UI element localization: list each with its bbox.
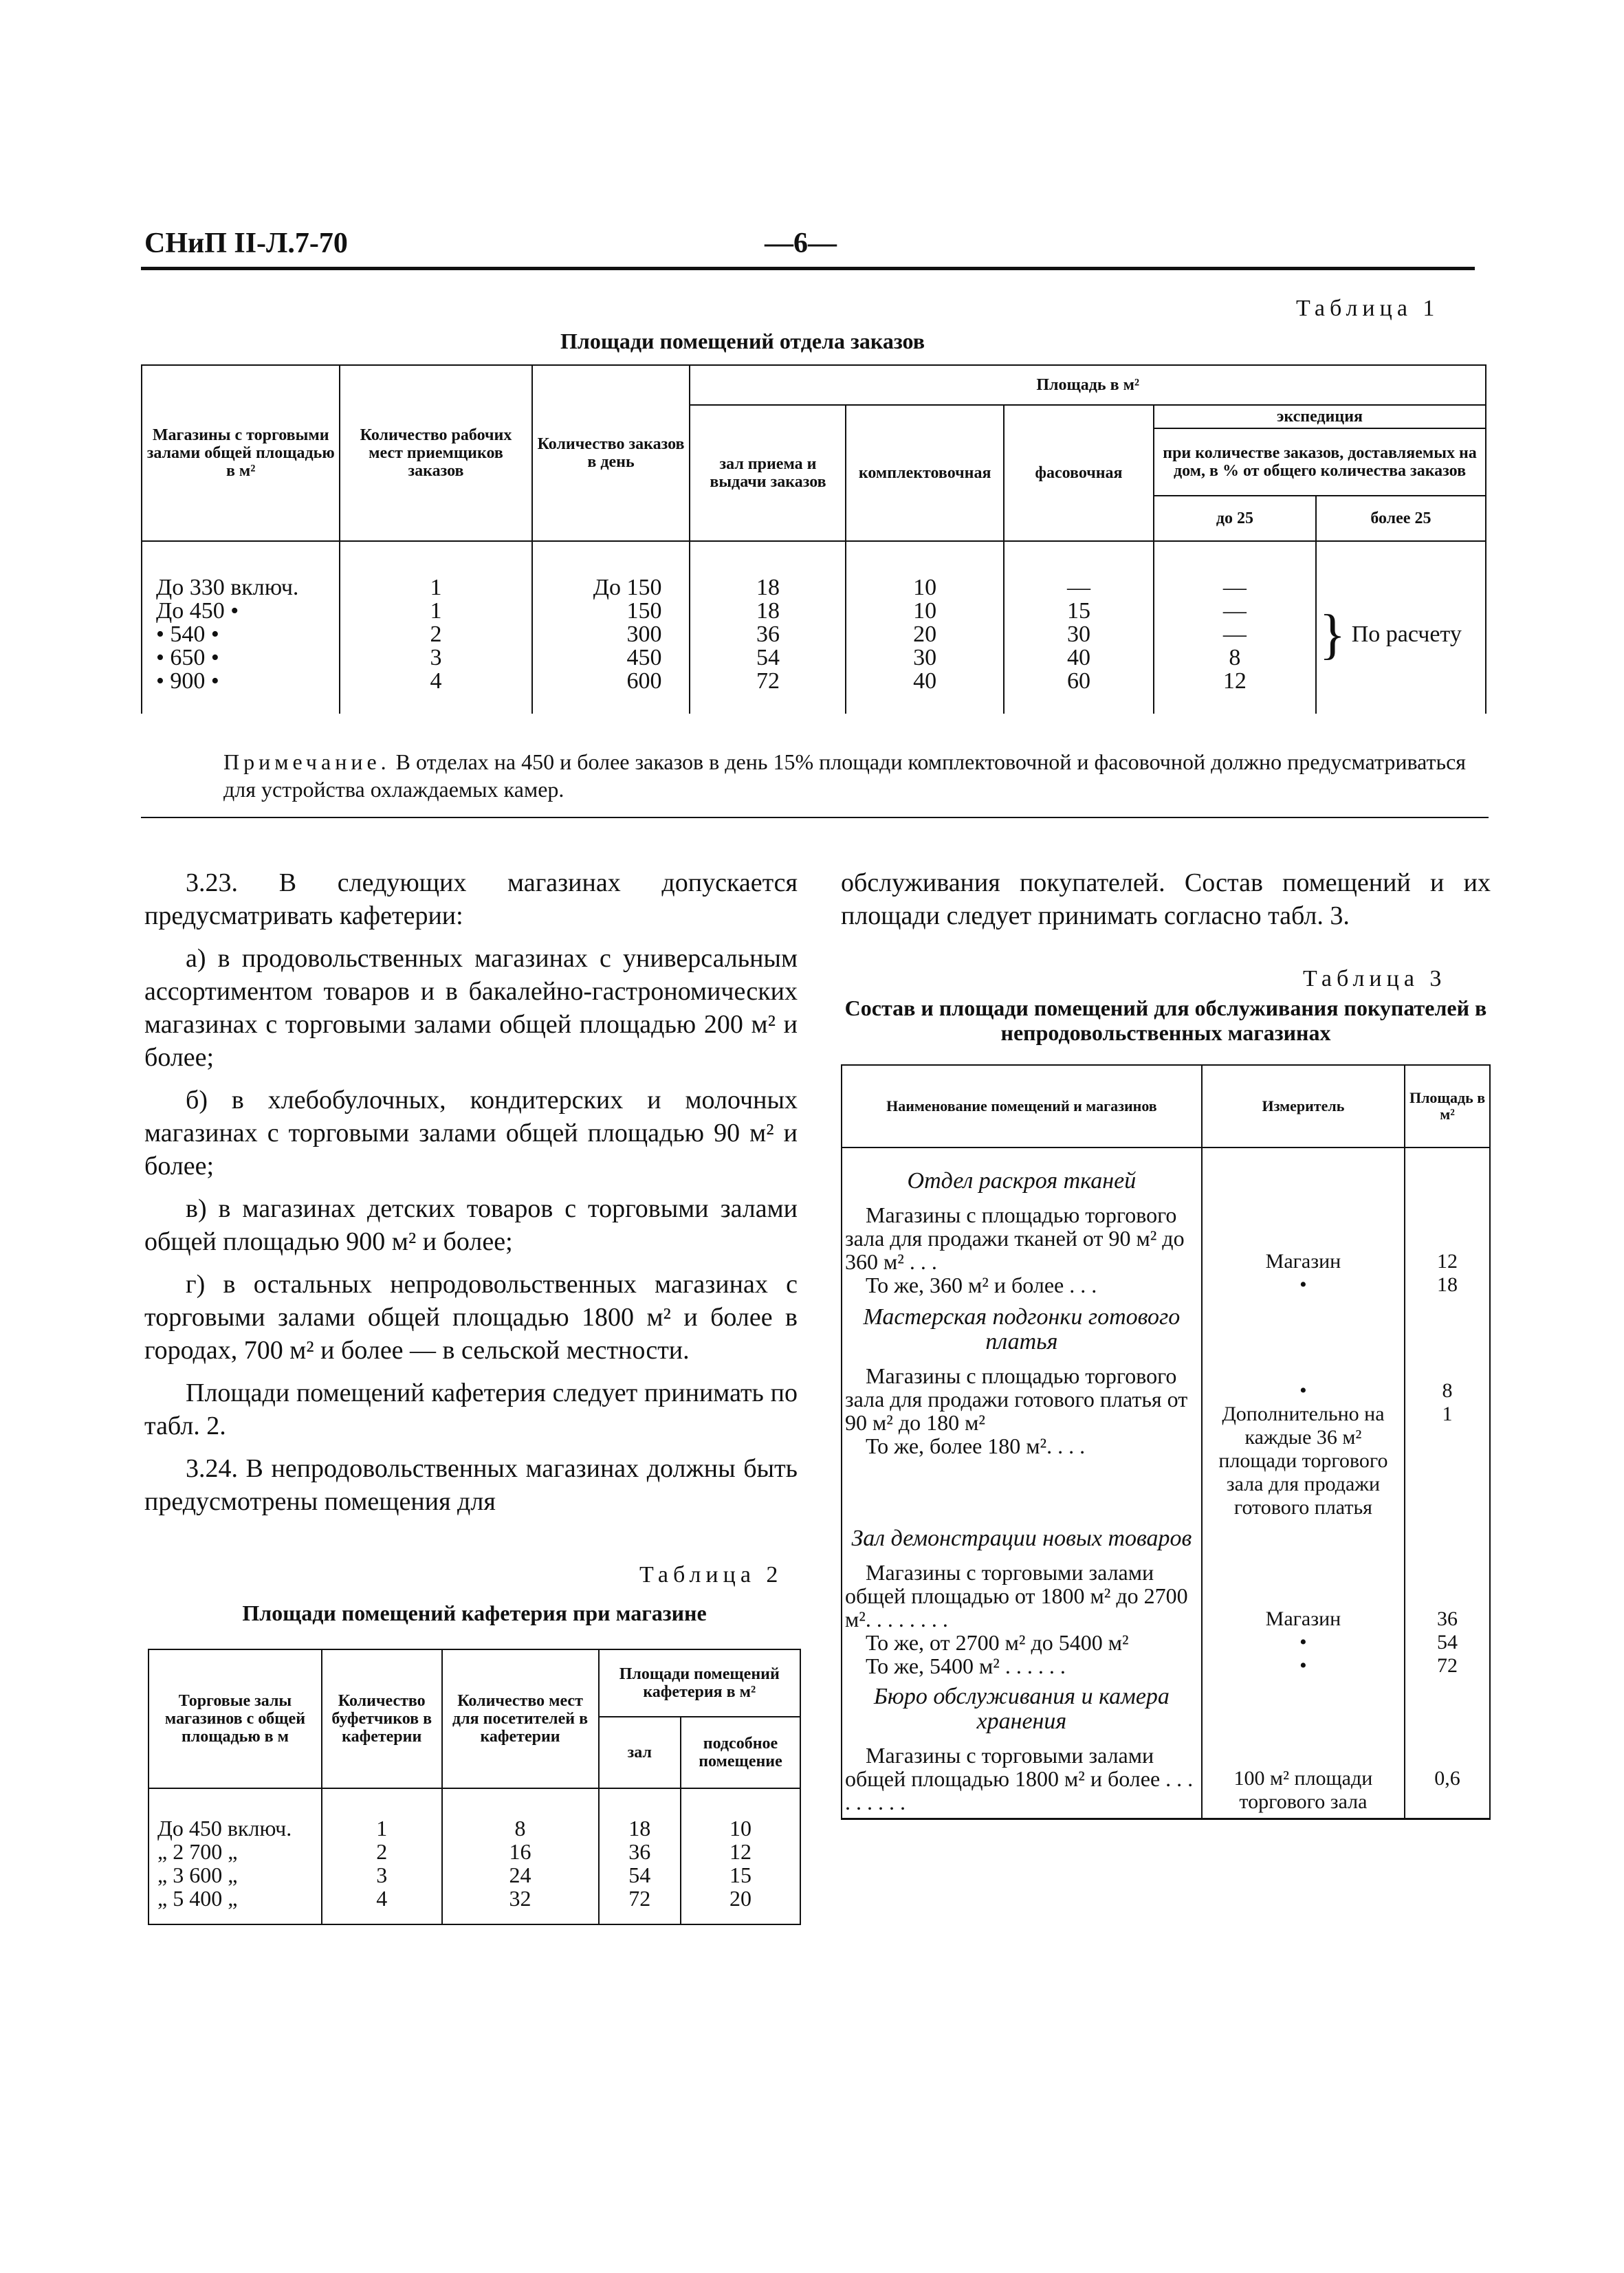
para-3-24: 3.24. В непродовольственных магазинах должны быть предусмотрены помещения для: [144, 1454, 798, 1516]
t1-upto-4: 12: [1222, 668, 1247, 694]
t3-s4-meter1: 100 м² площади торгового зала: [1233, 1767, 1373, 1813]
t1-col-exp-desc: при количестве заказов, доставляемых на дом, в % от общего количества заказов: [1154, 428, 1486, 496]
t3-s1-row1: Магазины с площадью торгового зала для продажи тканей от 90 м² до 360 м² . . .: [845, 1203, 1185, 1274]
t2-hall-3: 72: [628, 1886, 651, 1911]
t3-s2-area1: 8: [1442, 1379, 1453, 1402]
t3-s3-area: [1405, 1519, 1490, 1678]
t1-pack-3: 40: [1066, 645, 1090, 670]
t2-halls-1: „ 2 700 „: [157, 1839, 238, 1864]
t2-hall-2: 54: [628, 1863, 651, 1887]
t3-s4-area: [1405, 1678, 1490, 1819]
t2-hall-cell: [599, 1788, 681, 1924]
t3-s2-row1: Магазины с площадью торгового зала для продажи готового платья от 90 м² до 180 м²: [845, 1363, 1188, 1435]
t1-hall-3: 54: [756, 645, 780, 670]
t2-halls-0: До 450 включ.: [157, 1816, 292, 1841]
t3-s4-area1: 0,6: [1434, 1767, 1460, 1790]
t1-upto25-cell: [1154, 541, 1316, 714]
t1-hall-0: 18: [756, 575, 780, 600]
t1-work-0: 1: [430, 575, 442, 600]
t1-work-4: 4: [430, 668, 442, 694]
t2-buffet-3: 4: [376, 1886, 388, 1911]
t3-s3-area1: 36: [1437, 1607, 1458, 1630]
t3-s1-meter2: •: [1299, 1273, 1307, 1296]
t2-halls-2: „ 3 600 „: [157, 1863, 238, 1887]
t2-buffet-0: 1: [376, 1816, 388, 1841]
t2-aux-1: 12: [729, 1839, 751, 1864]
t2-aux-cell: [681, 1788, 800, 1924]
t1-pack-1: 15: [1066, 598, 1090, 624]
t1-ord-1: 150: [626, 598, 662, 624]
t1-comp-1: 10: [913, 598, 937, 624]
t2-seats-0: 8: [514, 1816, 526, 1841]
t1-pack-2: 30: [1066, 622, 1090, 647]
t2-col-halls: Торговые залы магазинов с общей площадью в м: [149, 1649, 322, 1788]
t1-ord-2: 300: [626, 622, 662, 647]
t2-buffet-cell: [322, 1788, 442, 1924]
table3-label: Таблица 3: [1303, 966, 1447, 991]
t1-col-complect: комплектовочная: [846, 405, 1003, 541]
t1-over25-cell: [1316, 541, 1486, 714]
t1-shop-0: До 330 включ.: [156, 575, 299, 600]
t3-s4-name: [842, 1678, 1202, 1819]
page-number: —6—: [765, 228, 837, 259]
para-a: а) в продовольственных магазинах с универсальным ассортиментом товаров и в бакалейно-гастрономических магазинах с торговыми залами общей площадью 200 м² и более;: [144, 944, 798, 1072]
t1-hall-2: 36: [756, 622, 780, 647]
t1-work-3: 3: [430, 645, 442, 670]
t1-packing-cell: [1004, 541, 1154, 714]
t1-upto-1: —: [1222, 598, 1247, 624]
t2-halls-3: „ 5 400 „: [157, 1886, 238, 1911]
t3-s4-row1: Магазины с торговыми залами общей площадью 1800 м² и более . . . . . . . . .: [845, 1743, 1194, 1814]
t1-workplaces-cell: [340, 541, 531, 714]
note-label: Примечание.: [223, 749, 391, 774]
t3-s3-row2: То же, от 2700 м² до 5400 м²: [866, 1630, 1129, 1655]
t1-col-hall: зал приема и выдачи заказов: [690, 405, 846, 541]
t2-col-seats: Количество мест для посетителей в кафетерии: [442, 1649, 599, 1788]
t1-shop-1: До 450 •: [156, 598, 239, 624]
table1-title: Площади помещений отдела заказов: [560, 329, 925, 353]
t3-s3-row1: Магазины с торговыми залами общей площадью от 1800 м² до 2700 м². . . . . . . .: [845, 1560, 1188, 1632]
doc-code: СНиП II-Л.7-70: [144, 228, 348, 259]
t1-complect-cell: [846, 541, 1003, 714]
t3-s3-row3: То же, 5400 м² . . . . . .: [866, 1654, 1066, 1678]
t3-s4-meter: [1202, 1678, 1405, 1819]
t1-ord-3: 450: [626, 645, 662, 670]
t3-s1-meter1: Магазин: [1265, 1250, 1341, 1273]
t1-col-orders: Количество заказов в день: [532, 365, 690, 541]
t1-comp-3: 30: [913, 645, 937, 670]
t2-buffet-2: 3: [376, 1863, 388, 1887]
t1-hall-cell: [690, 541, 846, 714]
t3-s3-name: [842, 1519, 1202, 1678]
table2: [148, 1649, 801, 1925]
t3-s2-area: [1405, 1297, 1490, 1519]
table3-title: Состав и площади помещений для обслуживания покупателей в непродовольственных магазинах: [844, 996, 1487, 1045]
t1-hall-1: 18: [756, 598, 780, 624]
t2-col-area: Площади помещений кафетерия в м²: [599, 1649, 800, 1717]
table2-label: Таблица 2: [639, 1562, 783, 1588]
t3-s4-title: Бюро обслуживания и камера хранения: [873, 1684, 1170, 1734]
para-v: в) в магазинах детских товаров с торговыми залами общей площадью 900 м² и более;: [144, 1194, 798, 1256]
para-service-cont: обслуживания покупателей. Состав помещений и их площади следует принимать согласно табл. 3.: [841, 868, 1491, 930]
t3-col-area: Площадь в м²: [1405, 1065, 1490, 1148]
para-g: г) в остальных непродовольственных магазинах с торговыми залами общей площадью 1800 м² и более в городах, 700 м² и более — в сельской местности.: [144, 1270, 798, 1365]
t3-s2-name: [842, 1297, 1202, 1519]
t2-seats-2: 24: [509, 1863, 531, 1887]
t1-col-shops: Магазины с торговыми залами общей площадью в м²: [142, 365, 340, 541]
t2-col-aux: подсобное помещение: [681, 1717, 800, 1788]
left-column: [144, 866, 798, 1528]
t3-s3-meter3: •: [1299, 1654, 1307, 1677]
t3-s1-meter: [1202, 1148, 1405, 1297]
t3-col-name: Наименование помещений и магазинов: [842, 1065, 1202, 1148]
t2-aux-0: 10: [729, 1816, 751, 1841]
table1-bottom-rule: [141, 817, 1489, 818]
t2-aux-2: 15: [729, 1863, 751, 1887]
t2-aux-3: 20: [729, 1886, 751, 1911]
header-rule: [141, 267, 1475, 270]
t1-col-over25: более 25: [1316, 496, 1486, 541]
t1-comp-2: 20: [913, 622, 937, 647]
t1-upto-0: —: [1222, 575, 1247, 600]
t3-s1-area: [1405, 1148, 1490, 1297]
para-3-23: 3.23. В следующих магазинах допускается предусматривать кафетерии:: [144, 868, 798, 930]
t3-s2-meter2: Дополнительно на каждые 36 м² площади торгового зала для продажи готового платья: [1218, 1403, 1388, 1519]
t1-shop-3: • 650 •: [156, 645, 219, 670]
brace-icon: }: [1319, 604, 1346, 665]
t3-s1-name: [842, 1148, 1202, 1297]
t3-s3-meter1: Магазин: [1265, 1607, 1341, 1630]
t1-orders-cell: [532, 541, 690, 714]
para-cafe-ref: Площади помещений кафетерия следует принимать по табл. 2.: [144, 1379, 798, 1440]
t1-col-packing: фасовочная: [1004, 405, 1154, 541]
t3-s2-meter1: •: [1299, 1379, 1307, 1402]
right-column: [841, 866, 1491, 942]
t2-hall-0: 18: [628, 1816, 651, 1841]
t1-ord-4: 600: [626, 668, 662, 694]
t1-shop-4: • 900 •: [156, 668, 219, 694]
t1-col-workplaces: Количество рабочих мест приемщиков заказов: [340, 365, 531, 541]
table1: [141, 364, 1486, 714]
t1-over25-value: По расчету: [1351, 622, 1462, 647]
t3-col-meter: Измеритель: [1202, 1065, 1405, 1148]
t1-comp-4: 40: [913, 668, 937, 694]
t1-shops-cell: [142, 541, 340, 714]
t3-s3-title: Зал демонстрации новых товаров: [851, 1526, 1192, 1551]
t1-upto-3: 8: [1229, 645, 1241, 670]
table2-title: Площади помещений кафетерия при магазине: [242, 1601, 707, 1625]
t2-seats-cell: [442, 1788, 599, 1924]
t1-pack-0: —: [1066, 575, 1090, 600]
t3-s3-meter2: •: [1299, 1631, 1307, 1654]
t3-s1-title: Отдел раскроя тканей: [907, 1168, 1137, 1194]
t2-col-buffet: Количество буфетчиков в кафетерии: [322, 1649, 442, 1788]
para-b: б) в хлебобулочных, кондитерских и молочных магазинах с торговыми залами общей площадью 90 м² и более;: [144, 1086, 798, 1181]
table1-note: [223, 748, 1475, 803]
t1-col-upto25: до 25: [1154, 496, 1316, 541]
t1-col-expedition: экспедиция: [1154, 405, 1486, 428]
t3-s1-area2: 18: [1437, 1273, 1458, 1296]
t3-s3-meter: [1202, 1519, 1405, 1678]
t2-buffet-1: 2: [376, 1839, 388, 1864]
t2-hall-1: 36: [628, 1839, 651, 1864]
t3-s3-area2: 54: [1437, 1631, 1458, 1654]
t2-seats-3: 32: [509, 1886, 531, 1911]
t3-s2-title: Мастерская подгонки готового платья: [863, 1304, 1181, 1354]
table3: [841, 1064, 1491, 1820]
t2-seats-1: 16: [509, 1839, 531, 1864]
t3-s2-meter: [1202, 1297, 1405, 1519]
t1-shop-2: • 540 •: [156, 622, 219, 647]
t3-s1-row2: То же, 360 м² и более . . .: [866, 1273, 1097, 1297]
t3-s2-area2: 1: [1442, 1403, 1453, 1425]
t3-s3-area3: 72: [1437, 1654, 1458, 1677]
t1-ord-0: До 150: [593, 575, 662, 600]
t3-s1-area1: 12: [1437, 1250, 1458, 1273]
table1-label: Таблица 1: [1296, 296, 1440, 321]
t2-halls-cell: [149, 1788, 322, 1924]
t1-col-area: Площадь в м²: [690, 365, 1486, 405]
t3-s2-row2: То же, более 180 м². . . .: [866, 1434, 1086, 1458]
t2-col-hall: зал: [599, 1717, 681, 1788]
t1-pack-4: 60: [1066, 668, 1090, 694]
t1-work-1: 1: [430, 598, 442, 624]
t1-upto-2: —: [1222, 622, 1247, 647]
t1-hall-4: 72: [756, 668, 780, 694]
t1-comp-0: 10: [913, 575, 937, 600]
t1-work-2: 2: [430, 622, 442, 647]
note-text: В отделах на 450 и более заказов в день 15% площади комплектовочной и фасовочной должно предусматриваться для устройства охлаждаемых камер.: [223, 749, 1466, 802]
